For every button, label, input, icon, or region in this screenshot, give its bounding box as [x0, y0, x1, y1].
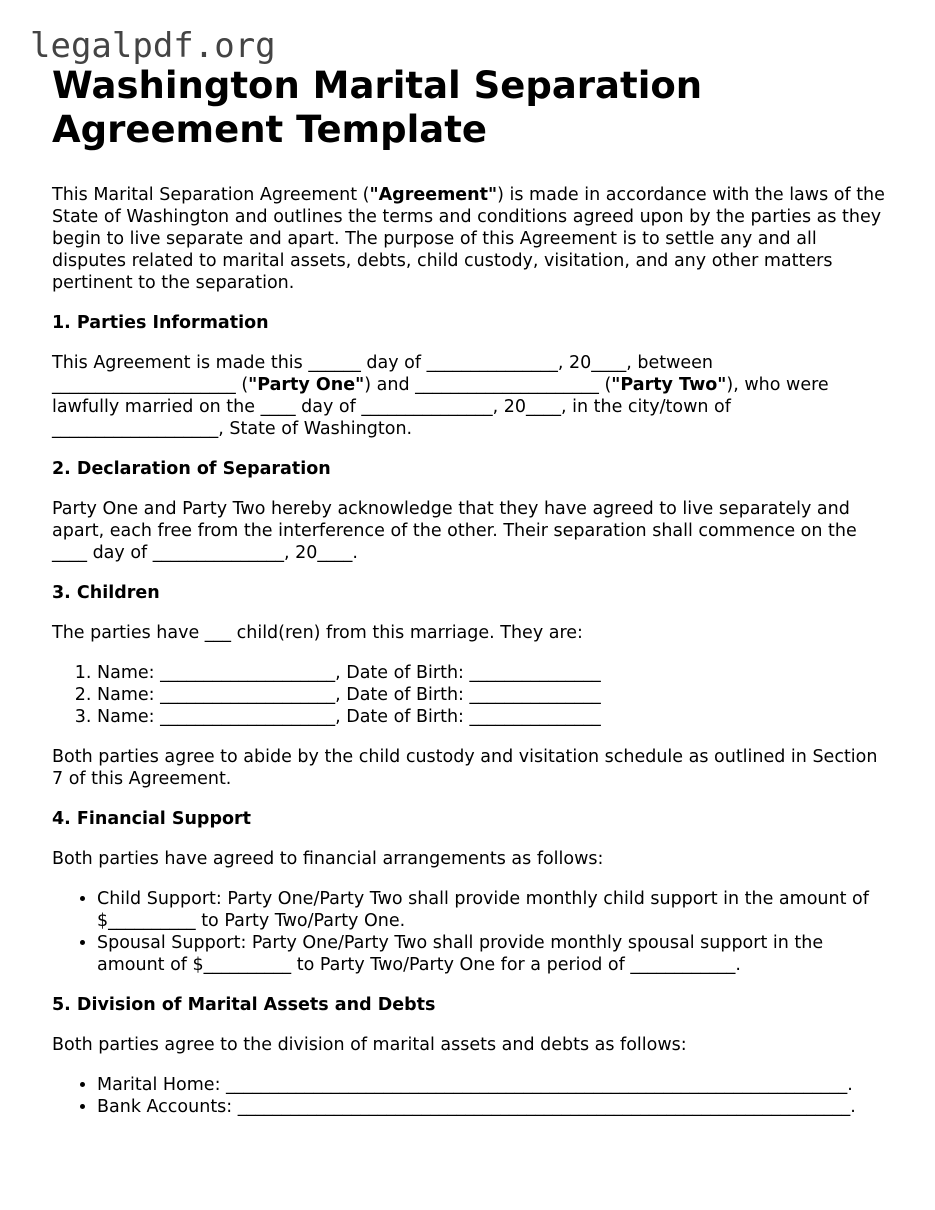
section-3-heading: 3. Children [52, 583, 160, 603]
s1-text-3: ), who were lawfully married on the ____ day of _______________, 20____, in the city/town of ___________________, State of Washington. [52, 375, 829, 439]
s1-bold-party-one: "Party One" [248, 375, 365, 395]
section-3-after-paragraph: Both parties agree to abide by the child custody and visitation schedule as outlined in Section 7 of this Agreement. [52, 747, 878, 789]
document-page [52, 64, 892, 1118]
title-line-2: Agreement Template [52, 108, 488, 151]
list-item: • Bank Accounts: ______________________________________________________________________. [97, 1096, 892, 1118]
section-2-paragraph: Party One and Party Two hereby acknowledge that they have agreed to live separately and apart, each free from the interference of the other. Their separation shall commence on the ____ day of _______________, 20____. [52, 499, 857, 563]
intro-bold-agreement: "Agreement" [369, 185, 498, 205]
financial-support-list [52, 888, 892, 976]
section-5-paragraph: Both parties agree to the division of marital assets and debts as follows: [52, 1035, 687, 1055]
watermark-logo: legalpdf.org [30, 26, 276, 66]
title-line-1: Washington Marital Separation [52, 64, 703, 107]
list-item: • Spousal Support: Party One/Party Two shall provide monthly spousal support in the amount of $__________ to Party Two/Party One for a period of ____________. [97, 932, 892, 976]
intro-text-2: ) is made in accordance with the laws of the State of Washington and outlines the terms and conditions agreed upon by the parties as they begin to live separate and apart. The purpose of this Agreement is to settle any and all disputes related to marital assets, debts, child custody, visitation, and any other matters pertinent to the separation. [52, 185, 885, 293]
intro-paragraph [52, 184, 892, 294]
section-4-paragraph: Both parties have agreed to financial arrangements as follows: [52, 849, 604, 869]
s1-bold-party-two: "Party Two" [611, 375, 727, 395]
list-item: • Child Support: Party One/Party Two shall provide monthly child support in the amount of $__________ to Party Two/Party One. [97, 888, 892, 932]
s1-text-1: This Agreement is made this ______ day of _______________, 20____, between _____________________ ( [52, 353, 714, 395]
children-list [52, 662, 892, 728]
list-item: 1. Name: ____________________, Date of Birth: _______________ [97, 662, 892, 684]
list-item: 3. Name: ____________________, Date of Birth: _______________ [97, 706, 892, 728]
intro-text-1: This Marital Separation Agreement ( [52, 185, 370, 205]
list-item: 2. Name: ____________________, Date of Birth: _______________ [97, 684, 892, 706]
section-3-paragraph: The parties have ___ child(ren) from this marriage. They are: [52, 623, 583, 643]
section-1-paragraph [52, 352, 892, 440]
s1-text-2: ) and _____________________ ( [364, 375, 612, 395]
page-title [52, 64, 892, 152]
section-2-heading: 2. Declaration of Separation [52, 459, 331, 479]
section-1-heading: 1. Parties Information [52, 313, 269, 333]
list-item: • Marital Home: _______________________________________________________________________. [97, 1074, 892, 1096]
assets-list [52, 1074, 892, 1118]
section-5-heading: 5. Division of Marital Assets and Debts [52, 995, 436, 1015]
section-4-heading: 4. Financial Support [52, 809, 252, 829]
